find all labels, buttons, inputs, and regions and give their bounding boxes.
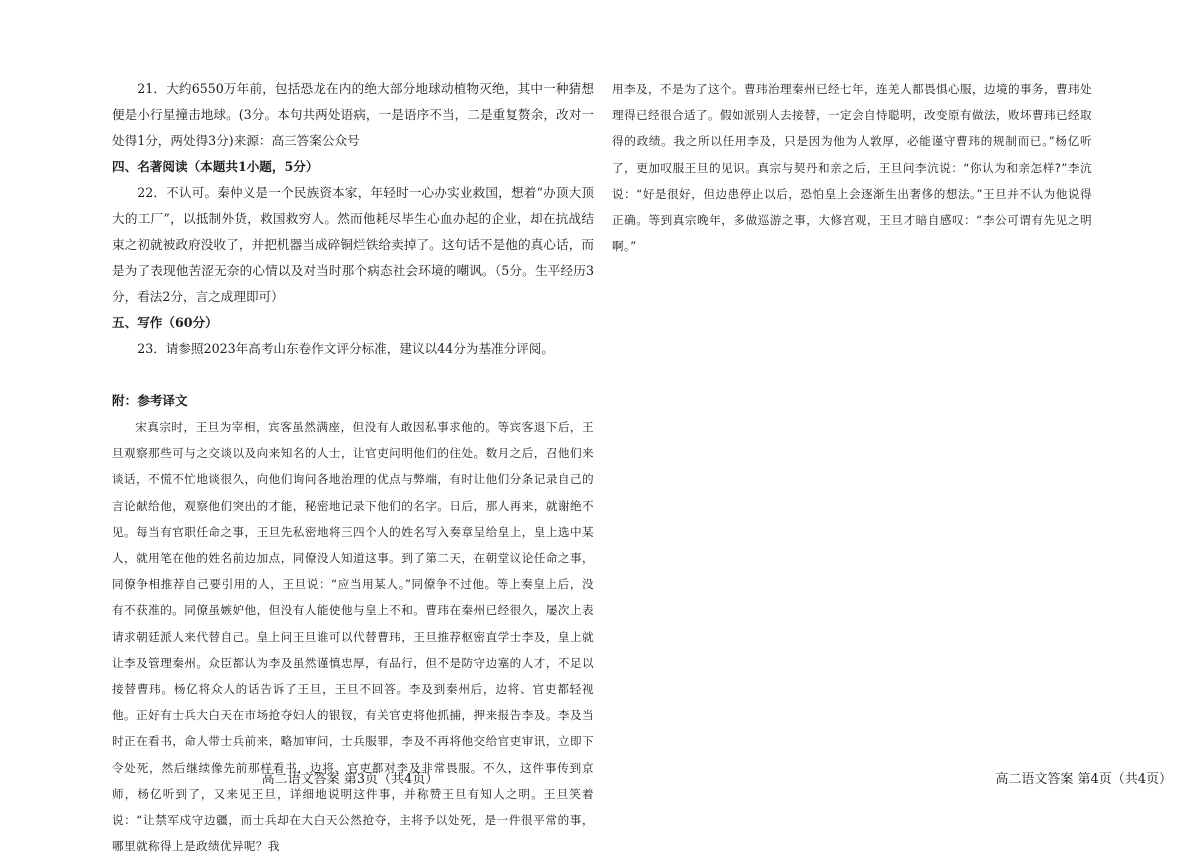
right-column (612, 76, 1092, 259)
left-page (0, 0, 600, 854)
question-23-answer: 23．请参照2023年高考山东卷作文评分标准，建议以44分为基准分评阅。 (137, 341, 554, 356)
page-footer-4: 高二语文答案 第4页（共4页） (995, 772, 1172, 787)
right-page (600, 0, 1200, 844)
question-21-answer: 21．大约6550万年前，包括恐龙在内的绝大部分地球动植物灭绝，其中一种猜想便是小行星撞击地球。(3分。本句共两处语病，一是语序不当，二是重复赘余，改对一处得1分，两处得3分)来源：高三答案公众号 (112, 81, 594, 148)
translation-part-2: 用李及，不是为了这个。曹玮治理秦州已经七年，连羌人都畏惧心服，边境的事务，曹玮处理得已经很合适了。假如派别人去接替，一定会自恃聪明，改变原有做法，败坏曹玮已经取得的政绩。我之所以任用李及，只是因为他为人敦厚，必能谨守曹玮的规制而已。”杨亿听了，更加叹服王旦的见识。真宗与契丹和亲之后，王旦问李沆说：“你认为和亲怎样?”李沆说：“好是很好，但边患停止以后，恐怕皇上会逐渐生出奢侈的想法。”王旦并不认为他说得正确。等到真宗晚年，多做巡游之事，大修宫观，王旦才暗自感叹：“李公可谓有先见之明啊。” (612, 82, 1092, 254)
translation-part-1: 宋真宗时，王旦为宰相，宾客虽然满座，但没有人敢因私事求他的。等宾客退下后，王旦观察那些可与之交谈以及向来知名的人士，让官吏问明他们的住处。数月之后，召他们来谈话，不慌不忙地谈很久，向他们询问各地治理的优点与弊端，有时让他们分条记录自己的言论献给他，观察他们突出的才能，秘密地记录下他们的名字。日后，那人再来，就谢绝不见。每当有官职任命之事，王旦先私密地将三四个人的姓名写入奏章呈给皇上，皇上选中某人，就用笔在他的姓名前边加点，同僚没人知道这事。到了第二天，在朝堂议论任命之事，同僚争相推荐自己要引用的人，王旦说：“应当用某人。”同僚争不过他。等上奏皇上后，没有不获准的。同僚虽嫉妒他，但没有人能使他与皇上不和。曹玮在秦州已经很久，屡次上表请求朝廷派人来代替自己。皇上问王旦谁可以代替曹玮，王旦推荐枢密直学士李及，皇上就让李及管理秦州。众臣都认为李及虽然谨慎忠厚，有品行，但不是防守边塞的人才，不足以接替曹玮。杨亿将众人的话告诉了王旦，王旦不回答。李及到秦州后，边将、官吏都轻视他。正好有士兵大白天在市场抢夺妇人的银钗，有关官吏将他抓捕，押来报告李及。李及当时正在看书，命人带士兵前来，略加审问，士兵服罪，李及不再将他交给官吏审讯，立即下令处死，然后继续像先前那样看书，边将、官吏都对李及非常畏服。不久，这件事传到京师，杨亿听到了，又来见王旦，详细地说明这件事，并称赞王旦有知人之明。王旦笑着说：“让禁军戍守边疆，而士兵却在大白天公然抢夺，主将予以处死，是一件很平常的事，哪里就称得上是政绩优异呢？我 (112, 420, 594, 854)
spacer (112, 362, 594, 388)
left-column (112, 76, 594, 859)
appendix-heading: 附：参考译文 (112, 393, 188, 408)
page-footer-3: 高二语文答案 第3页（共4页） (261, 772, 439, 787)
section-4-heading: 四、名著阅读（本题共1小题，5分） (112, 159, 319, 174)
section-5-heading: 五、写作（60分） (112, 315, 218, 330)
question-22-answer: 22．不认可。秦仲义是一个民族资本家，年轻时一心办实业救国，想着“办顶大顶大的工厂”，以抵制外货，救国救穷人。然而他耗尽毕生心血办起的企业，却在抗战结束之初就被政府没收了，并把机器当成碎铜烂铁给卖掉了。这句话不是他的真心话，而是为了表现他苦涩无奈的心情以及对当时那个病态社会环境的嘲讽。（5分。生平经历3分，看法2分，言之成理即可） (112, 185, 594, 304)
